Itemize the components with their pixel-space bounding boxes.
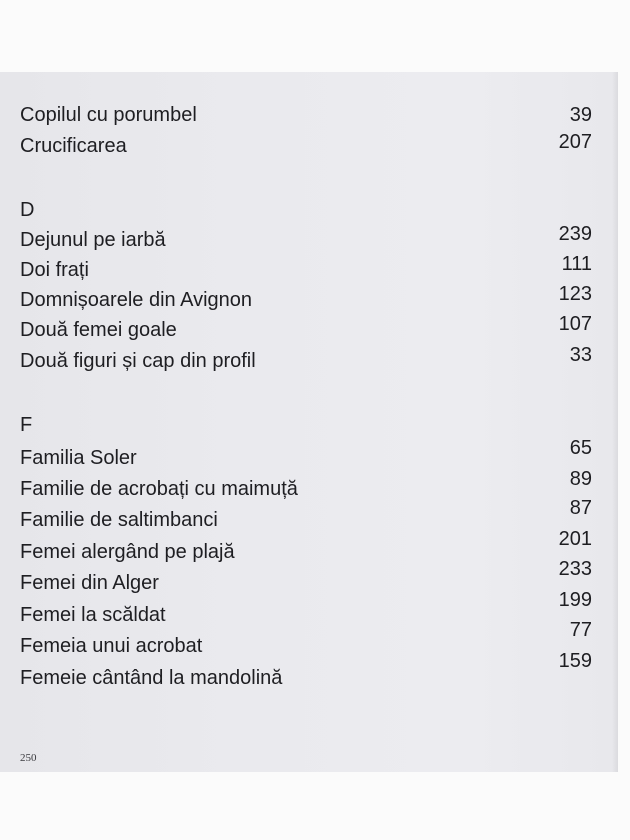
index-entry <box>20 589 592 632</box>
entry-page-number: 87 <box>569 497 592 519</box>
index-entry <box>20 619 592 663</box>
entry-page-number: 239 <box>558 223 592 245</box>
index-entry <box>20 223 592 257</box>
entry-title: Crucificarea <box>20 135 127 157</box>
entry-page-number: 201 <box>558 528 592 550</box>
entry-title: Femeia unui acrobat <box>20 635 203 657</box>
section-letter-f: F <box>20 414 33 436</box>
index-entry <box>20 283 592 317</box>
entry-title: Femeie cântând la mandolină <box>20 667 283 689</box>
index-entry <box>20 468 592 506</box>
page-number: 250 <box>20 752 37 764</box>
entry-title: Dejunul pe iarbă <box>20 229 166 251</box>
entry-title: Femei la scăldat <box>20 604 166 626</box>
entry-page-number: 39 <box>569 104 592 126</box>
entry-title: Familia Soler <box>20 447 137 469</box>
index-page <box>0 72 618 772</box>
entry-page-number: 159 <box>558 650 592 672</box>
index-entry <box>20 313 592 347</box>
index-entry <box>20 558 592 600</box>
index-entry <box>20 528 592 569</box>
index-entry <box>20 131 592 163</box>
entry-title: Domnișoarele din Avignon <box>20 289 253 311</box>
entry-page-number: 233 <box>558 558 592 580</box>
entry-title: Doi frați <box>20 259 89 281</box>
entry-title: Două femei goale <box>20 319 177 341</box>
entry-title: Familie de acrobați cu maimuță <box>20 478 298 500</box>
entry-page-number: 123 <box>558 283 592 305</box>
index-entry <box>20 253 592 287</box>
entry-page-number: 65 <box>569 437 592 459</box>
entry-page-number: 207 <box>558 131 592 153</box>
section-letter-d: D <box>20 199 35 221</box>
index-entry <box>20 437 592 475</box>
entry-page-number: 199 <box>558 589 592 611</box>
index-entry <box>20 344 592 378</box>
index-entry <box>20 104 592 132</box>
entry-title: Copilul cu porumbel <box>20 104 197 126</box>
index-entry <box>20 497 592 537</box>
entry-page-number: 33 <box>569 344 592 366</box>
entry-page-number: 111 <box>561 253 592 275</box>
index-entry <box>20 650 592 695</box>
entry-title: Familie de saltimbanci <box>20 509 218 531</box>
entry-page-number: 89 <box>569 468 592 490</box>
entry-title: Femei alergând pe plajă <box>20 541 235 563</box>
entry-title: Femei din Alger <box>20 572 159 594</box>
entry-page-number: 107 <box>558 313 592 335</box>
page-edge-shadow <box>612 72 618 772</box>
entry-page-number: 77 <box>569 619 592 641</box>
entry-title: Două figuri și cap din profil <box>20 350 256 372</box>
